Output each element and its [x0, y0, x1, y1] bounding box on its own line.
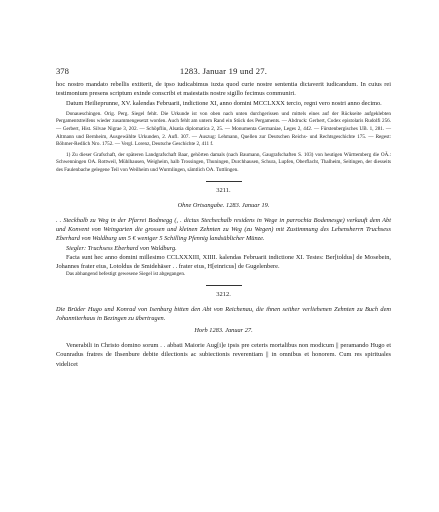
- charter-text-continued: hoc nostro mandato rebellis extiterit, de ipso iudicabimus iuxta quod curie nostre sententia dictaverit iudicandum. In cuius rei testimonium presens scriptum exinde conscribi et maiestatis nostre sigillo fecimus communiri.: [56, 81, 391, 98]
- page-number: 378: [56, 66, 69, 76]
- regest-text: Die Brüder Hugo und Konrad von Isenburg bitten den Abt von Reichenau, die ihnen seither verliehenen Zehnten zu Buch dem Johanniterhaus in Bezingen zu übertragen.: [56, 306, 391, 323]
- document-number: 3212.: [216, 291, 231, 299]
- charter-dating-clause: Datum Heilieprunne, XV. kalendas Februarii, indictione XI, anno domini MCCLXXX tercio, regni vero nostri anno decimo.: [66, 99, 382, 107]
- charter-text: Venerabili in Christo domino sorum . . abbati Maiorie Aug[i]e ipsis pre ceteris mortalibus non modicum || peramando Hugo et Counradus fratres de Ihsenbure debite dilectionis ac subiectionis reverentiam || in omnibus et honorem. Cum res spirituales videlicet: [56, 342, 391, 368]
- document-number: 3211.: [216, 186, 231, 194]
- page-header: [56, 66, 391, 80]
- seal-note: Das abhangend befestigt gewesene Siegel ist abgegangen.: [66, 271, 186, 278]
- document-page: [56, 66, 391, 369]
- sealer-line: Siegler: Truchsess Eberhard von Waldburg.: [66, 244, 177, 252]
- place-date-line: Ohne Ortsangabe. 1283. Januar 19.: [177, 201, 270, 209]
- section-divider: [206, 181, 242, 182]
- charter-dating-clause: Facta sunt hec anno domini millesimo CCLXXXIII, XIIII. kalendas Februarii indictione XI. Testes: Ber[toldus] de Mosebein, Johannes frater eius, Lotoldus de Smidehäser . . frater eius, H[einricus] de Gugelenbere.: [56, 253, 391, 271]
- regest-text: . . Steckhalb zu Weg in der Pfarrei Bodmegg (, . dictus Stechechalb residens in Wege in parrochia Bodemesge) verkauft dem Abt und Konvent von Weingarten die grossen und kleinen Zehnten zu Weg (zu Wegen) mit Zustimmung des Lehensherrn Truchsess Eberhard von Waldburg um 5 € weniger 5 Schilling Pfennig landsüblicher Münze.: [56, 216, 391, 243]
- running-title: 1283. Januar 19 und 27.: [179, 66, 268, 76]
- section-divider: [206, 285, 242, 286]
- source-note: Donaueschingen. Orig. Perg. Siegel fehlt. Die Urkunde ist von oben nach unten durchgerissen und mittels eines auf der Rückseite aufgeklebten Pergamentstreifens wieder zusammengesetzt worden. Auch fehlt am untern Rand ein Stück des Pergaments. — Abdruck: Gerbert, Codex epistolaris Rudolfi 256. — Gerbert, Hist. Silvae Nigrae 3, 202. — Schöpflin, Alsatia diplomatica 2, 25. — Monumenta Germaniae, Leges 2, 442. — Fürstenbergisches UB. 1, 281. — Altmann und Bernheim, Ausgewählte Urkunden, 2. Aufl. 307. — Auszug: Lehmann, Quellen zur Deutschen Reichs- und Rechtsgeschichte 175. — Regest: Böhmer-Redlich Nro. 1752. — Vergl. Lorenz, Deutsche Geschichte 2, 411 f.: [56, 110, 391, 148]
- footnote: 1) Zu dieser Grafschaft, der späteren Landgrafschaft Baar, gehörten damals (nach Baumann, Gaugrafschaften S. 103) von heutigen Württemberg die OÄ.: Schwenningen OA. Rottweil, Mühlhausen, Weigheim, halb Trossingen, Thuningen, Durchhausen, Schura, Lupfen, Oberflacht, Thalheim, Seitingen, der diesseits des Faulenbache gelegene Teil von Weilheim und Wurmlingen, sämtlich OA. Tuttlingen.: [56, 151, 391, 174]
- place-date-line: Horb 1283. Januar 27.: [194, 327, 253, 335]
